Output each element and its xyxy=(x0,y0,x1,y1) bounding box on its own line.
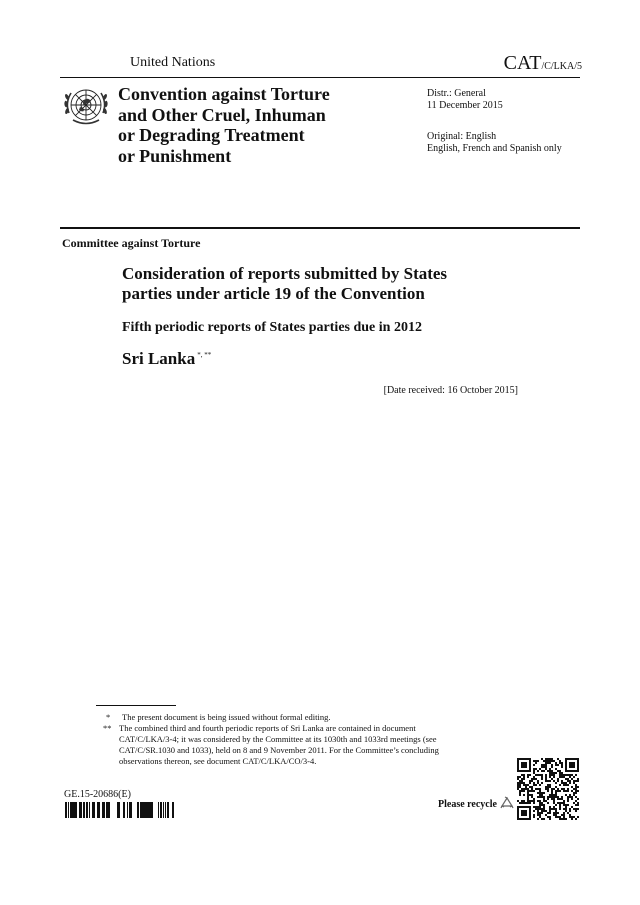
original-language: Original: English xyxy=(427,131,497,142)
convention-title-line: and Other Cruel, Inhuman xyxy=(118,104,326,125)
convention-title xyxy=(118,84,368,166)
footnote-separator xyxy=(96,705,176,706)
header-rule xyxy=(60,77,580,78)
footnote-mark: ** xyxy=(103,723,112,733)
report-title-line: Consideration of reports submitted by States xyxy=(122,264,448,283)
footnote-text-line: CAT/C/LKA/3-4; it was considered by the Committee at its 1030th and 1033rd meetings (see xyxy=(119,734,437,744)
document-date: 11 December 2015 xyxy=(427,100,503,111)
footnote-text: The present document is being issued without formal editing. xyxy=(122,712,331,722)
date-received: [Date received: 16 October 2015] xyxy=(383,385,518,396)
footnote-text-line: observations thereon, see document CAT/C/LKA/CO/3-4. xyxy=(119,756,317,766)
document-number: GE.15-20686(E) xyxy=(64,789,131,800)
document-symbol-suffix: /C/LKA/5 xyxy=(541,61,582,72)
recycle-text: Please recycle xyxy=(438,799,497,810)
document-symbol-main: CAT xyxy=(503,52,542,74)
country-heading xyxy=(122,349,211,369)
convention-title-line: Convention against Torture xyxy=(118,84,330,104)
footnote-mark: * xyxy=(106,712,111,722)
barcode-icon xyxy=(64,802,176,818)
distribution-block xyxy=(427,88,503,112)
qr-code-icon xyxy=(517,758,579,820)
language-block xyxy=(427,131,562,155)
available-languages: English, French and Spanish only xyxy=(427,143,562,154)
footnote-text-line: The combined third and fourth periodic reports of Sri Lanka are contained in document xyxy=(119,723,416,733)
organization-name: United Nations xyxy=(130,55,216,70)
convention-title-line: or Degrading Treatment xyxy=(118,125,305,145)
report-title-line: parties under article 19 of the Convention xyxy=(122,284,425,303)
report-subtitle: Fifth periodic reports of States parties due in 2012 xyxy=(122,320,422,335)
distribution-status: Distr.: General xyxy=(427,88,486,99)
recycle-icon xyxy=(497,795,517,815)
committee-name: Committee against Torture xyxy=(62,236,201,250)
footnote-text-line: CAT/C/SR.1030 and 1033), held on 8 and 9 November 2011. For the Committee’s concluding xyxy=(119,745,439,755)
report-title xyxy=(122,264,542,304)
header-bottom-rule xyxy=(60,227,580,229)
un-emblem-icon xyxy=(60,83,112,129)
footnote-reference[interactable]: *, ** xyxy=(197,351,212,360)
country-name: Sri Lanka xyxy=(122,349,196,368)
footnote xyxy=(105,723,495,767)
convention-title-line: or Punishment xyxy=(118,145,232,166)
footnote xyxy=(108,712,330,723)
document-symbol xyxy=(504,52,582,75)
